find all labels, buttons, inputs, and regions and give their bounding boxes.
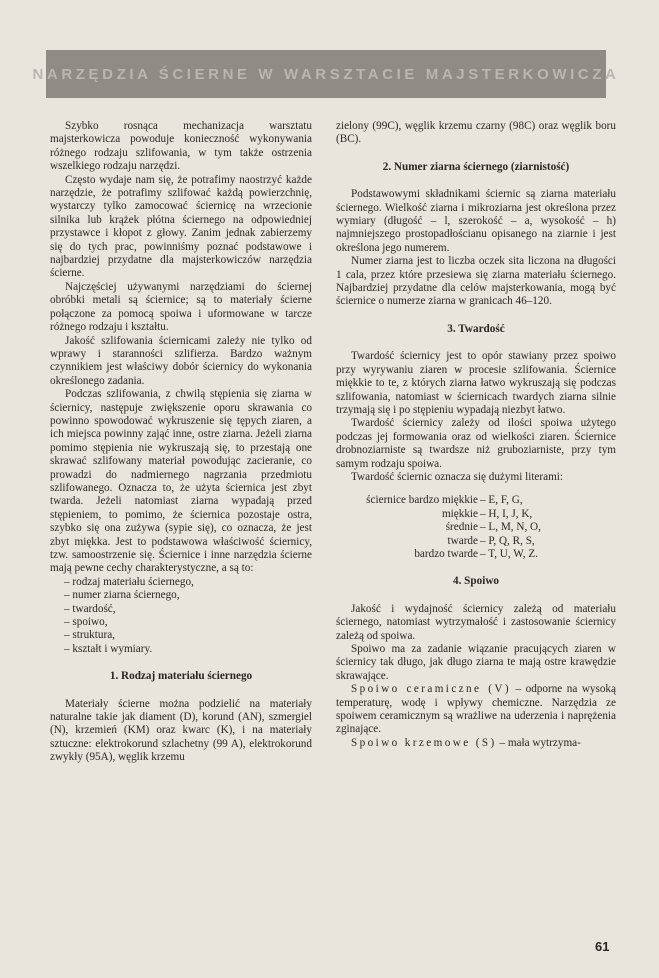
hardness-value: – T, U, W, Z. [480,547,539,560]
paragraph: Jakość szlifowania ściernicami zależy nie tylko od wprawy i staranności szlifierza. Bardzo ważnym czynnikiem jest właściwy dobór ściernicy do wykonania określonego zadania. [50,334,312,387]
binder-term: Spoiwo ceramiczne (V) [351,683,512,696]
list-item: – struktura, [64,629,115,642]
hardness-label: twarde [447,534,478,547]
hardness-row [336,494,616,507]
hardness-value: – L, M, N, O, [480,521,541,534]
paragraph: Podstawowymi składnikami ściernic są ziarna materiału ściernego. Wielkość ziarna i mikroziarna jest określona przez wymiary (długość – l, szerokość – a, wysokość – h) najmniejszego prostopadłościanu opisanego na ziarnie i jest określona jego numerem. [336,188,616,254]
hardness-value: – H, I, J, K, [480,507,533,520]
binder-description: – odporne na wysoką temperaturę, wodę i wpływy chemiczne. Narzędzia ze spoiwem ceramicznym są wrażliwe na uderzenia i naprężenia zginające. [336,683,616,736]
paragraph: Szybko rosnąca mechanizacja warsztatu majsterkowicza powoduje konieczność wykonywania różnego rodzaju szlifowania, w tym także ostrzenia wszelkiego rodzaju narzędzi. [50,120,312,173]
section-heading: 1. Rodzaj materiału ściernego [109,670,253,683]
characteristics-list [50,576,312,656]
hardness-label: bardzo twarde [414,547,478,560]
section-heading: 2. Numer ziarna ściernego (ziarnistość) [382,160,570,173]
hardness-table [336,494,616,561]
hardness-label: średnie [445,521,478,534]
paragraph: zielony (99C), węglik krzemu czarny (98C) oraz węglik boru (BC). [336,120,616,146]
right-column [336,120,616,750]
hardness-value: – E, F, G, [480,494,523,507]
chapter-banner [32,50,620,98]
hardness-label: ściernice bardzo miękkie [366,494,478,507]
paragraph [336,737,616,750]
hardness-label: miękkie [441,507,478,520]
paragraph: Najczęściej używanymi narzędziami do ściernej obróbki metali są ściernice; są to materiały ścierne połączone za pomocą spoiwa i uformowane w tarcze różnego rodzaju i kształtu. [50,280,312,334]
page-number: 61 [595,939,610,954]
list-item: – spoiwo, [64,616,108,629]
paragraph: Twardość ściernicy zależy od ilości spoiwa użytego podczas jej formowania oraz od wielkości ziaren. Ściernice drobnoziarniste są twardsze niż gruboziarniste, przy tym samym rodzaju spoiwa. [336,417,616,470]
paragraph: Często wydaje nam się, że potrafimy naostrzyć każde narzędzie, że potrafimy szlifować każdą powierzchnię, wystarczy tylko zamocować ściernicę na wrzecionie silnika lub krążek płótna ściernego na odpowiedniej przystawce i kłopot z głowy. Zanim jednak zabierzemy się do tych prac, powinniśmy poznać podstawowe i najbardziej przydatne dla majsterkowiczów narzędzia ścierne. [50,173,312,280]
paragraph: Twardość ściernicy jest to opór stawiany przez spoiwo przy wyrywaniu ziaren w procesie szlifowania. Ściernice miękkie to te, z których ziarna łatwo wykruszają się podczas szlifowania, natomiast w ściernicach twardych ziarna silnie trzymają się i po stępieniu wypadają niezbyt łatwo. [336,350,616,416]
section-heading: 4. Spoiwo [452,575,499,588]
section-heading: 3. Twardość [447,322,505,335]
hardness-row [336,535,616,548]
binder-term: Spoiwo krzemowe (S) [351,736,497,749]
list-item: – twardość, [64,602,116,615]
list-item: – kształt i wymiary. [64,642,153,655]
paragraph: Podczas szlifowania, z chwilą stępienia się ziarna w ściernicy, następuje zwiększenie oporu skrawania co powinno spowodować wykruszenie się tępych ziaren, a ich miejsca powinny zająć inne, ostre ziarna. Jeżeli ziarna pomimo stępienia nie wykruszają się, to przestają one skrawać szlifowany materiał powodując zacieranie, co prowadzi do nadmiernego nagrzania przedmiotu szlifowanego. Oznacza to, że użyta ściernica jest zbyt twarda. Jeżeli natomiast ziarna wypadają przed stępieniem, to pomimo, że ściernica pozostaje ostra, szybko się ona zużywa (sypie się), co oznacza, że jest zbyt miękka. Jest to podstawowa właściwość ściernicy, tzw. samoostrzenie się. Ściernice i inne narzędzia ścierne mają pewne cechy charakterystyczne, a są to: [50,388,312,575]
paragraph [336,683,616,737]
hardness-row [336,521,616,534]
hardness-row [336,508,616,521]
left-column [50,120,312,765]
hardness-row [336,548,616,561]
binder-description: – mała wytrzyma- [496,736,581,749]
paragraph: Spoiwo ma za zadanie wiązanie pracujących ziaren w ściernicy tak długo, jak długo ziarna te mają ostre krawędzie skrawające. [336,643,616,682]
hardness-value: – P, Q, R, S, [480,534,535,547]
list-item: – numer ziarna ściernego, [64,589,180,602]
paragraph: Numer ziarna jest to liczba oczek sita liczona na długości 1 cala, przez które przesiewa się ziarna materiału ściernego. Najbardziej przydatne dla celów majsterkowania, mogą być ściernice o numerze ziarna w granicach 46–120. [336,255,616,308]
chapter-title: NARZĘDZIA ŚCIERNE W WARSZTACIE MAJSTERKOWICZA [32,65,620,83]
paragraph: Twardość ściernic oznacza się dużymi literami: [351,470,563,483]
list-item: – rodzaj materiału ściernego, [64,575,194,588]
paragraph: Jakość i wydajność ściernicy zależą od materiału ściernego, natomiast wytrzymałość i zastosowanie ściernicy zależą od spoiwa. [336,602,616,642]
paragraph: Materiały ścierne można podzielić na materiały naturalne takie jak diament (D), korund (AN), szmergiel (N), krzemień (KM) oraz kwarc (K), i na materiały sztuczne: elektrokorund szlachetny (99 A), elektrokorund zwykły (95A), węglik krzemu [50,697,312,764]
